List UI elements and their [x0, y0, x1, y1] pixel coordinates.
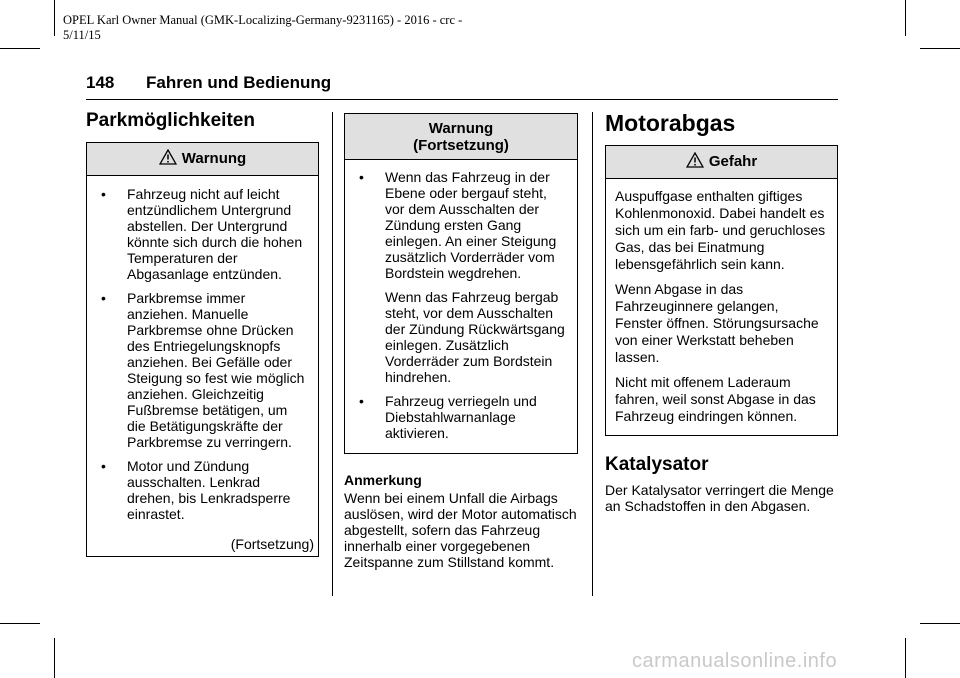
warning-box-body [345, 160, 577, 453]
note-text: Wenn bei einem Unfall die Airbags auslösen, wird der Motor automatisch abgestellt, sofern das Fahrzeug innerhalb einer vorgegebenen Zeitspanne zum Stillstand kommt. [344, 490, 577, 570]
subsection-heading: Katalysator [605, 454, 709, 475]
column-divider [592, 112, 593, 596]
danger-paragraph: Nicht mit offenem Laderaum fahren, weil sonst Abgase in das Fahrzeug eindringen können. [615, 374, 816, 424]
warning-list [357, 169, 565, 441]
list-item [357, 169, 565, 385]
warning-heading: Warnung [181, 150, 247, 167]
continued-label: (Fortsetzung) [230, 536, 314, 552]
crop-mark [54, 0, 55, 36]
catalyst-text: Der Katalysator verringert die Menge an Schadstoffen in den Abgasen. [605, 482, 834, 514]
list-item: • Parkbremse immer anziehen. Manuelle Parkbremse ohne Drücken des Entriegelungsknopfs anziehen. Bei Gefälle oder Steigung so fest wie möglich anziehen. Gleichzeitig Fußbremse betätigen, um die Betätigungskräfte der Parkbremse zu verringern. [99, 290, 306, 450]
crop-mark [0, 623, 40, 624]
document-meta [63, 13, 503, 43]
list-item-text: • Wenn das Fahrzeug in der Ebene oder bergauf steht, vor dem Ausschalten der Zündung ersten Gang einlegen. An einer Steigung zusätzlich Vorderräder vom Bordstein wegdrehen. [385, 169, 557, 281]
warning-heading-continued: (Fortsetzung) [413, 137, 509, 154]
warning-box-header [87, 143, 318, 176]
warning-list [99, 186, 306, 522]
page-number: 148 [86, 73, 115, 92]
right-column [605, 110, 838, 514]
list-item: • Fahrzeug nicht auf leicht entzündlichem Untergrund abstellen. Der Untergrund könnte sich durch die hohen Temperaturen der Abgasanlage entzünden. [99, 186, 306, 282]
warning-box-body [87, 176, 318, 556]
crop-mark [0, 48, 40, 49]
crop-mark [920, 48, 960, 49]
column-divider [332, 112, 333, 596]
danger-box-body [606, 179, 837, 435]
warning-triangle-icon [686, 152, 704, 172]
warning-heading: Warnung [428, 120, 494, 137]
middle-column [344, 113, 578, 570]
warning-triangle-icon [159, 149, 177, 169]
warning-box-header [345, 114, 577, 160]
meta-line: 5/11/15 [63, 28, 101, 42]
section-heading: Parkmöglichkeiten [86, 110, 255, 131]
note-heading: Anmerkung [344, 472, 422, 488]
crop-mark [54, 638, 55, 678]
warning-continued-box [344, 113, 578, 454]
left-column [86, 110, 319, 557]
crop-mark [920, 623, 960, 624]
page-header [86, 72, 838, 100]
danger-box [605, 145, 838, 436]
section-heading: Motorabgas [605, 110, 736, 136]
crop-mark [905, 0, 906, 36]
list-item-subtext: Wenn das Fahrzeug bergab steht, vor dem Ausschalten der Zündung Rückwärtsgang einlegen. Zusätzlich Vorderräder zum Bordstein hindrehen. [385, 289, 565, 385]
danger-paragraph: Auspuffgase enthalten giftiges Kohlenmonoxid. Dabei handelt es sich um ein farb- und geruchloses Gas, das bei Einatmung lebensgefährlich sein kann. [615, 188, 826, 272]
danger-box-header [606, 146, 837, 179]
watermark: carmanualsonline.info [632, 650, 838, 672]
list-item: • Fahrzeug verriegeln und Diebstahlwarnanlage aktivieren. [357, 393, 565, 441]
list-item: • Motor und Zündung ausschalten. Lenkrad drehen, bis Lenkradsperre einrastet. [99, 458, 306, 522]
danger-heading: Gefahr [708, 153, 758, 170]
danger-paragraph: Wenn Abgase in das Fahrzeuginnere gelangen, Fenster öffnen. Störungsursache von einer Werkstatt beheben lassen. [615, 281, 819, 365]
section-title: Fahren und Bedienung [146, 73, 332, 92]
meta-line: OPEL Karl Owner Manual (GMK-Localizing-Germany-9231165) - 2016 - crc - [63, 13, 463, 27]
warning-box [86, 142, 319, 557]
